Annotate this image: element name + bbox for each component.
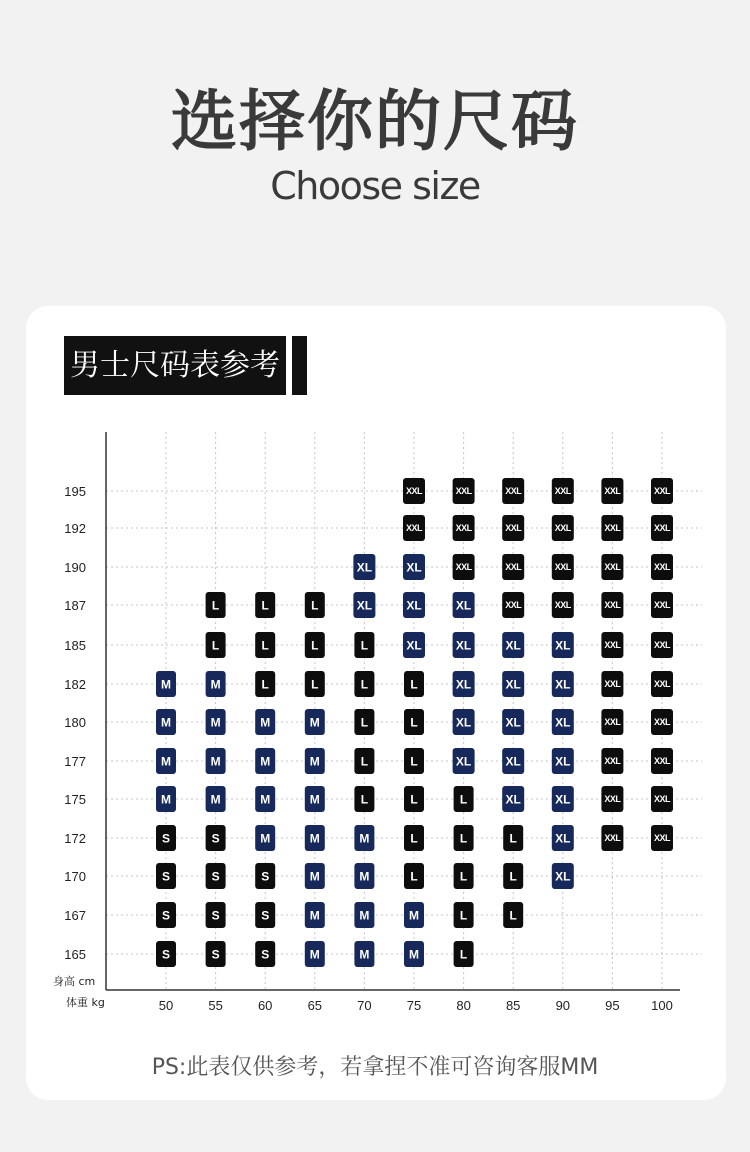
size-tag-label: M bbox=[161, 792, 171, 807]
y-tick-label: 190 bbox=[64, 560, 86, 575]
size-tag-label: S bbox=[161, 869, 171, 884]
size-tag-label: S bbox=[261, 869, 270, 884]
size-tag-label: XXL bbox=[604, 794, 621, 804]
y-tick-label: 165 bbox=[64, 947, 86, 962]
size-tag-label: L bbox=[509, 908, 517, 923]
size-tag-label: XL bbox=[406, 638, 422, 653]
size-tag-label: XXL bbox=[455, 523, 472, 533]
size-tag-label: XXL bbox=[405, 486, 423, 496]
size-tag-label: XXL bbox=[455, 562, 472, 572]
size-tag-label: L bbox=[211, 598, 220, 613]
footer-note: PS:此表仅供参考，若拿捏不准可咨询客服MM bbox=[151, 1055, 599, 1080]
size-tag-label: XXL bbox=[604, 679, 621, 689]
size-tag-label: XXL bbox=[653, 523, 671, 533]
size-tag-label: M bbox=[359, 908, 370, 923]
size-tag-label: XXL bbox=[604, 486, 621, 496]
size-tag-label: L bbox=[360, 792, 369, 807]
size-tag-label: XL bbox=[505, 792, 521, 807]
size-tag-label: XXL bbox=[554, 486, 571, 496]
size-tag-label: XL bbox=[555, 715, 571, 730]
size-tag-label: M bbox=[309, 792, 320, 807]
y-tick-label: 172 bbox=[64, 831, 86, 846]
size-tag-label: XL bbox=[455, 754, 472, 769]
size-tag-label: S bbox=[261, 908, 270, 923]
y-axis-label: 身高 cm bbox=[53, 975, 96, 988]
size-tag-label: XXL bbox=[604, 600, 621, 610]
size-tag-label: S bbox=[261, 947, 270, 962]
size-tag-label: L bbox=[410, 831, 418, 846]
size-tag-label: L bbox=[261, 638, 269, 653]
size-tag-label: XXL bbox=[455, 486, 472, 496]
size-tag-label: XL bbox=[505, 677, 521, 692]
size-tag-label: M bbox=[260, 754, 271, 769]
size-tag-label: L bbox=[261, 677, 269, 692]
size-tag-label: L bbox=[410, 677, 418, 692]
size-tag-label: L bbox=[311, 598, 319, 613]
size-tag-label: XXL bbox=[653, 562, 671, 572]
x-tick-label: 60 bbox=[257, 998, 273, 1013]
size-tag-label: L bbox=[311, 677, 319, 692]
size-tag-label: S bbox=[211, 831, 220, 846]
size-tag-label: XXL bbox=[604, 756, 621, 766]
size-tag-label: M bbox=[260, 715, 271, 730]
size-tag-label: XL bbox=[555, 677, 571, 692]
size-tag-label: L bbox=[360, 677, 369, 692]
size-tag-label: XL bbox=[555, 792, 571, 807]
size-tag-label: XXL bbox=[554, 562, 571, 572]
size-tag-label: L bbox=[211, 638, 220, 653]
size-tag-label: XL bbox=[555, 638, 571, 653]
size-tag-label: XXL bbox=[505, 562, 522, 572]
size-tag-label: M bbox=[161, 754, 171, 769]
size-tag-label: M bbox=[210, 715, 221, 730]
size-tag-label: XL bbox=[455, 638, 472, 653]
size-tag-label: L bbox=[360, 715, 369, 730]
size-tag-label: XXL bbox=[653, 717, 671, 727]
size-tag-label: S bbox=[211, 869, 220, 884]
size-tag-label: S bbox=[161, 908, 171, 923]
size-tag-label: XL bbox=[356, 560, 373, 575]
size-tag-label: XXL bbox=[604, 523, 621, 533]
size-tag-label: L bbox=[360, 754, 369, 769]
size-tag-label: L bbox=[410, 754, 418, 769]
size-tag-label: XXL bbox=[653, 600, 671, 610]
size-tag-label: M bbox=[309, 831, 320, 846]
y-tick-label: 185 bbox=[64, 638, 86, 653]
x-tick-label: 85 bbox=[505, 998, 521, 1013]
size-tag-label: M bbox=[409, 908, 419, 923]
size-tag-label: M bbox=[210, 754, 221, 769]
size-tag-label: M bbox=[359, 831, 370, 846]
size-tag-label: XXL bbox=[554, 523, 571, 533]
size-tag-label: XXL bbox=[554, 600, 571, 610]
size-tag-label: XL bbox=[555, 754, 571, 769]
page-title: 选择你的尺码 bbox=[171, 83, 579, 160]
x-tick-label: 80 bbox=[456, 998, 471, 1013]
y-tick-label: 175 bbox=[64, 792, 86, 807]
size-tag-label: L bbox=[410, 869, 418, 884]
y-tick-label: 195 bbox=[64, 484, 86, 499]
x-tick-label: 55 bbox=[208, 998, 223, 1013]
size-tag-label: M bbox=[309, 908, 320, 923]
size-tag-label: XXL bbox=[505, 523, 522, 533]
size-tag-label: L bbox=[459, 947, 468, 962]
size-tag-label: XXL bbox=[505, 600, 522, 610]
size-tag-label: S bbox=[161, 947, 171, 962]
size-tag-label: M bbox=[161, 715, 171, 730]
size-tag-label: L bbox=[410, 792, 418, 807]
size-tag-label: XL bbox=[455, 677, 472, 692]
size-tag-label: XL bbox=[505, 754, 521, 769]
size-tag-label: M bbox=[260, 792, 271, 807]
size-tag-label: XL bbox=[455, 598, 472, 613]
page-subtitle: Choose size bbox=[270, 164, 480, 208]
size-tag-label: XL bbox=[356, 598, 373, 613]
size-tag-label: L bbox=[410, 715, 418, 730]
size-tag-label: L bbox=[459, 792, 468, 807]
size-tag-label: XXL bbox=[604, 717, 621, 727]
size-tag-label: M bbox=[161, 677, 171, 692]
size-tag-label: XXL bbox=[653, 679, 671, 689]
x-tick-label: 95 bbox=[605, 998, 620, 1013]
size-tag-label: L bbox=[459, 869, 468, 884]
size-tag-label: M bbox=[309, 947, 320, 962]
size-tag-label: XL bbox=[455, 715, 472, 730]
y-tick-label: 192 bbox=[64, 521, 86, 536]
y-tick-label: 167 bbox=[64, 908, 86, 923]
y-tick-label: 187 bbox=[64, 598, 86, 613]
size-tag-label: XXL bbox=[604, 833, 621, 843]
size-tag-label: XXL bbox=[653, 833, 671, 843]
size-tag-label: XL bbox=[555, 831, 571, 846]
size-tag-label: XXL bbox=[653, 794, 671, 804]
x-tick-label: 90 bbox=[555, 998, 571, 1013]
size-tag-label: L bbox=[311, 638, 319, 653]
size-tag-label: XXL bbox=[604, 640, 621, 650]
size-tag-label: S bbox=[211, 947, 220, 962]
y-tick-label: 182 bbox=[64, 677, 86, 692]
size-tag-label: M bbox=[260, 831, 271, 846]
size-tag-label: XL bbox=[406, 598, 422, 613]
size-tag-label: S bbox=[161, 831, 171, 846]
y-tick-label: 170 bbox=[64, 869, 86, 884]
size-tag-label: XXL bbox=[405, 523, 423, 533]
size-tag-label: M bbox=[309, 754, 320, 769]
size-tag-label: XL bbox=[505, 638, 521, 653]
size-tag-label: XXL bbox=[653, 756, 671, 766]
size-tag-label: M bbox=[409, 947, 419, 962]
size-tag-label: L bbox=[459, 908, 468, 923]
size-tag-label: XL bbox=[505, 715, 521, 730]
size-tag-label: M bbox=[210, 677, 221, 692]
x-tick-label: 50 bbox=[158, 998, 174, 1013]
size-tag-label: M bbox=[309, 715, 320, 730]
x-tick-label: 75 bbox=[406, 998, 422, 1013]
size-tag-label: L bbox=[261, 598, 269, 613]
x-axis-label: 体重 kg bbox=[66, 996, 105, 1009]
size-tag-label: S bbox=[211, 908, 220, 923]
chart-title: 男士尺码表参考 bbox=[64, 336, 286, 395]
size-tag-label: L bbox=[459, 831, 468, 846]
y-tick-label: 180 bbox=[64, 715, 86, 730]
size-tag-label: M bbox=[309, 869, 320, 884]
size-tag-label: XL bbox=[555, 869, 571, 884]
size-tag-label: L bbox=[360, 638, 369, 653]
size-tag-label: XXL bbox=[505, 486, 522, 496]
size-tag-label: XXL bbox=[653, 486, 671, 496]
x-tick-label: 65 bbox=[307, 998, 323, 1013]
size-tag-label: L bbox=[509, 869, 517, 884]
y-tick-label: 177 bbox=[64, 754, 86, 769]
size-tag-label: XXL bbox=[653, 640, 671, 650]
size-tag-label: M bbox=[359, 947, 370, 962]
size-tag-label: XXL bbox=[604, 562, 621, 572]
size-tag-label: M bbox=[359, 869, 370, 884]
size-tag-label: M bbox=[210, 792, 221, 807]
x-tick-label: 100 bbox=[651, 998, 673, 1013]
x-tick-label: 70 bbox=[357, 998, 372, 1013]
size-tag-label: XL bbox=[406, 560, 422, 575]
size-tag-label: L bbox=[509, 831, 517, 846]
